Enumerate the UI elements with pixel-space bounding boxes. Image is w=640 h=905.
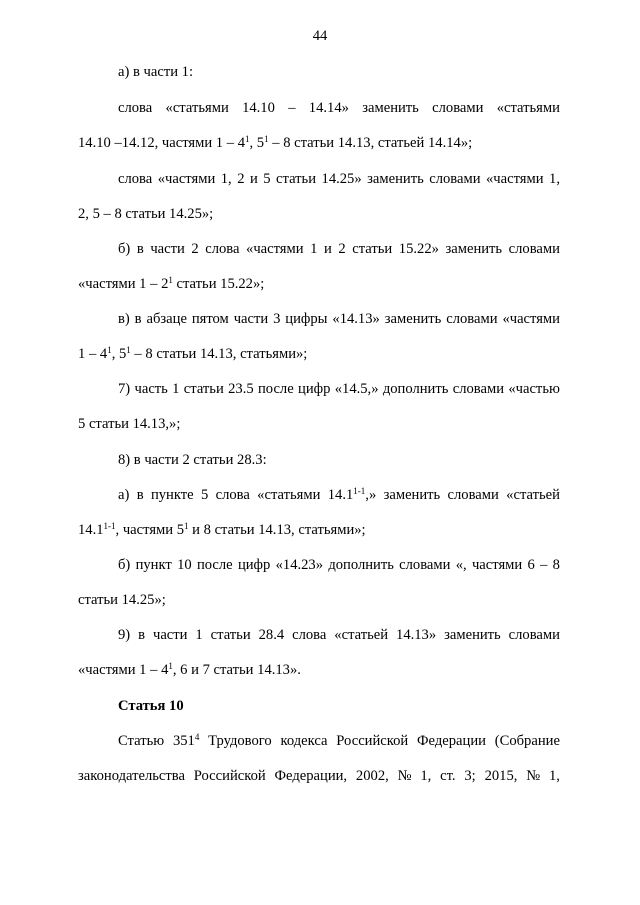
word: «14.13» [332, 311, 380, 327]
para-8a-line-1: а) в пункте 5 слова «статьями 14.1$^{1-1}$,» заменить словами «статьей [118, 486, 560, 503]
word: «статьями [496, 100, 560, 116]
word: 1, [420, 768, 432, 784]
para-8b-line-1 [118, 555, 560, 575]
word: 1, [549, 768, 560, 784]
word: статьи [276, 171, 317, 187]
word: в [136, 241, 144, 257]
word: 15.22» [398, 241, 439, 257]
word: и [249, 171, 258, 187]
word: 2 [237, 171, 245, 187]
word: 7) [118, 381, 131, 397]
para-8a-line-2: 14.1$^{1-1}$, частями $5^1$ и 8 статьи 14.13, статьями»; [78, 521, 366, 538]
word: 6 [527, 557, 535, 573]
word: цифры [285, 311, 328, 327]
word: ст. [440, 768, 456, 784]
para-2-line-2: 14.10 –14.12, частями $1 - 4^1$, $5^1 - 8$ статьи 14.13, статьей 14.14»; [78, 134, 473, 151]
word: «частью [508, 381, 560, 397]
word: словами [452, 381, 505, 397]
word: «частями [246, 241, 304, 257]
word: цифр [298, 381, 331, 397]
word: дополнить [328, 557, 394, 573]
para-9-line-2: «частями $1 - 4^1$, 6 и 7 статьи 14.13». [78, 661, 301, 678]
word: 23.5 [228, 381, 254, 397]
word: часть [134, 381, 168, 397]
word: 2002, [355, 768, 389, 784]
word: пункт [135, 557, 172, 573]
word: б) [118, 557, 131, 573]
word: 1, [220, 171, 232, 187]
para-7-line-2: 5 статьи 14.13,»; [78, 416, 181, 432]
word: законодательства [78, 768, 185, 784]
word: словами [429, 171, 481, 187]
word: статьи [352, 241, 393, 257]
word: 14.25» [321, 171, 362, 187]
word: 2 [191, 241, 199, 257]
word: 3 [273, 311, 281, 327]
word: заменить [444, 627, 501, 643]
word: слова [292, 627, 327, 643]
word: частями [471, 557, 523, 573]
para-5-line-2: $1 - 4^1$, $5^1 - 8$ статьи 14.13, статьями»; [78, 345, 308, 362]
word: словами [432, 100, 484, 116]
word: «частями [157, 171, 216, 187]
word: пятом [191, 311, 229, 327]
word: и [324, 241, 332, 257]
paragraph-a-heading: а) в части 1: [118, 64, 194, 80]
word: – [288, 100, 296, 116]
word: 1 [172, 381, 180, 397]
word: б) [118, 241, 131, 257]
word: «14.5,» [334, 381, 379, 397]
word: 10 [177, 557, 192, 573]
word: 2 [338, 241, 346, 257]
word: заменить [362, 100, 419, 116]
word: словами [446, 311, 498, 327]
word: в [138, 627, 146, 643]
word: слова [118, 171, 153, 187]
word: 14.10 [242, 100, 275, 116]
word: после [257, 381, 294, 397]
word: № [397, 768, 412, 784]
para-4-line-2: «частями $1 - 2^1$ статьи 15.22»; [78, 275, 265, 292]
word: «частями [502, 311, 560, 327]
word: заменить [445, 241, 503, 257]
word: Российской [193, 768, 266, 784]
word: слова [205, 241, 240, 257]
word: 1 [310, 241, 318, 257]
word: № [526, 768, 541, 784]
word: 2015, [484, 768, 518, 784]
word: заменить [384, 311, 442, 327]
word: абзаце [146, 311, 187, 327]
word: 14.13» [396, 627, 437, 643]
word: 3; [464, 768, 476, 784]
word: 8 [552, 557, 560, 573]
word: в) [118, 311, 130, 327]
word: дополнить [382, 381, 449, 397]
word: «частями [486, 171, 544, 187]
word: слова [118, 100, 153, 116]
word: в [134, 311, 142, 327]
word: части [233, 311, 269, 327]
article-heading: Статья 10 [118, 698, 184, 714]
word: 1, [549, 171, 560, 187]
para-3-line-1 [118, 169, 560, 189]
para-3-line-2: 2, 5 – 8 статьи 14.25»; [78, 206, 214, 222]
word: словами [508, 241, 560, 257]
word: 28.4 [258, 627, 285, 643]
word: «статьей [334, 627, 389, 643]
para-11-line-2 [78, 766, 560, 786]
para-5-line-1 [118, 309, 560, 329]
word: словами [508, 627, 560, 643]
word: «, [455, 557, 467, 573]
para-9-line-1 [118, 625, 560, 645]
word: статьи [183, 381, 224, 397]
word: заменить [367, 171, 424, 187]
page-number: 44 [312, 28, 328, 44]
word: 9) [118, 627, 131, 643]
para-11-line-1: Статью $351^4$ Трудового кодекса Российской Федерации (Собрание [118, 732, 560, 749]
word: словами [399, 557, 451, 573]
word: «14.23» [275, 557, 324, 573]
word: 1 [195, 627, 203, 643]
para-2-line-1 [118, 98, 560, 118]
word: цифр [237, 557, 271, 573]
word: – [540, 557, 548, 573]
word: 14.14» [308, 100, 349, 116]
word: 5 [263, 171, 271, 187]
word: Федерации, [274, 768, 348, 784]
word: части [150, 241, 185, 257]
word: «статьями [165, 100, 229, 116]
para-8b-line-2: статьи 14.25»; [78, 592, 166, 608]
word: статьи [210, 627, 251, 643]
word: части [152, 627, 188, 643]
para-4-line-1 [118, 239, 560, 259]
word: после [196, 557, 233, 573]
para-8-heading: 8) в части 2 статьи 28.3: [118, 452, 267, 468]
para-7-line-1 [118, 379, 560, 399]
